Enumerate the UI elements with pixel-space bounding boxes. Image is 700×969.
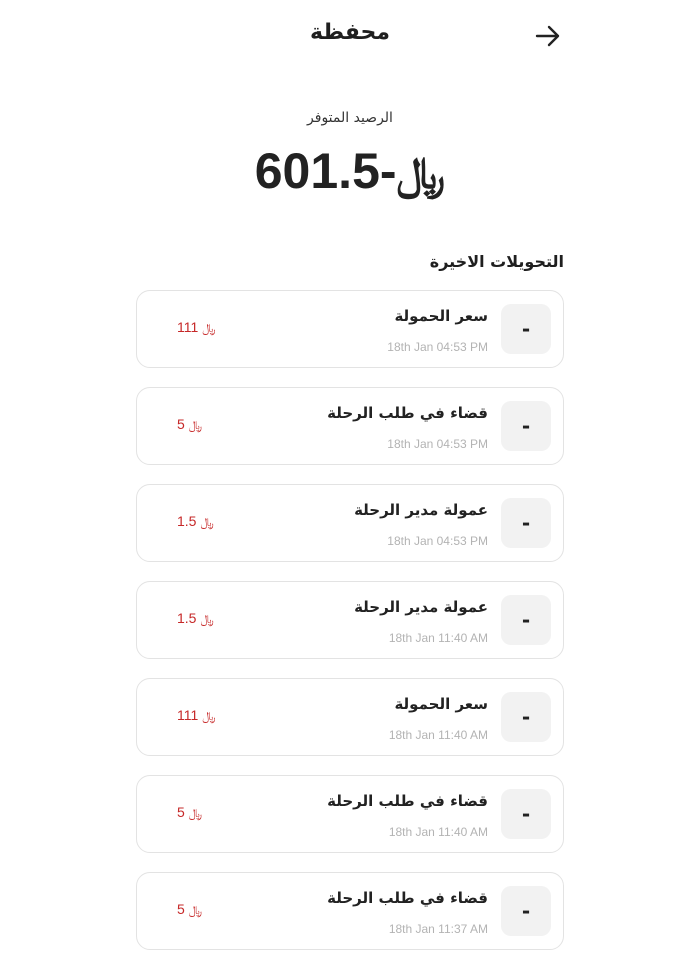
- balance-label: الرصيد المتوفر: [307, 110, 393, 126]
- transaction-item[interactable]: [136, 484, 564, 562]
- currency-symbol: ﷼: [200, 515, 214, 529]
- currency-symbol: ﷼: [202, 321, 216, 335]
- transaction-item[interactable]: [136, 678, 564, 756]
- transaction-amount: [177, 901, 202, 918]
- transaction-amount: [177, 707, 216, 724]
- transaction-title: سعر الحمولة: [394, 307, 488, 325]
- transaction-title: عمولة مدير الرحلة: [354, 598, 488, 616]
- transaction-time: 18th Jan 04:53 PM: [387, 534, 488, 548]
- transaction-amount: [177, 416, 202, 433]
- transaction-time: 18th Jan 11:40 AM: [388, 825, 488, 839]
- transaction-amount: [177, 610, 214, 627]
- transaction-title: سعر الحمولة: [394, 695, 488, 713]
- amount-value: 5: [177, 804, 185, 820]
- transaction-item[interactable]: [136, 775, 564, 853]
- amount-value: 1.5: [177, 513, 197, 529]
- page-title: محفظة: [309, 20, 391, 45]
- transaction-title: قضاء في طلب الرحلة: [327, 404, 488, 422]
- currency-symbol: ﷼: [188, 418, 203, 432]
- amount-value: 5: [177, 901, 185, 917]
- transaction-title: عمولة مدير الرحلة: [354, 501, 488, 519]
- transaction-time: 18th Jan 04:53 PM: [387, 437, 488, 451]
- balance-value: 601.5-: [254, 143, 397, 199]
- recent-transactions-title: التحويلات الاخيرة: [429, 252, 564, 271]
- currency-symbol: ﷼: [188, 903, 203, 917]
- currency-symbol: ﷼: [200, 612, 214, 626]
- currency-symbol: ﷼: [202, 709, 216, 723]
- amount-value: 5: [177, 416, 185, 432]
- amount-value: 111: [177, 707, 199, 723]
- transaction-amount: [177, 513, 214, 530]
- transaction-title: قضاء في طلب الرحلة: [327, 792, 488, 810]
- transaction-icon: -: [501, 401, 551, 451]
- amount-value: 111: [177, 319, 199, 335]
- transaction-time: 18th Jan 11:40 AM: [388, 631, 488, 645]
- amount-value: 1.5: [177, 610, 197, 626]
- transaction-item[interactable]: [136, 387, 564, 465]
- transactions-list: [136, 290, 564, 969]
- transaction-item[interactable]: [136, 872, 564, 950]
- transaction-amount: [177, 804, 202, 821]
- app-header: [0, 0, 700, 72]
- transaction-item[interactable]: [136, 290, 564, 368]
- currency-symbol: ﷼: [188, 806, 203, 820]
- transaction-icon: -: [501, 692, 551, 742]
- transaction-time: 18th Jan 11:40 AM: [388, 728, 488, 742]
- back-button[interactable]: [530, 18, 566, 54]
- transaction-time: 18th Jan 04:53 PM: [387, 340, 488, 354]
- transaction-icon: -: [501, 595, 551, 645]
- transaction-icon: -: [501, 498, 551, 548]
- transaction-amount: [177, 319, 216, 336]
- currency-symbol: ﷼: [396, 148, 446, 199]
- transaction-icon: -: [501, 789, 551, 839]
- balance-amount: [0, 142, 700, 200]
- transaction-icon: -: [501, 304, 551, 354]
- transaction-title: قضاء في طلب الرحلة: [327, 889, 488, 907]
- transaction-item[interactable]: [136, 581, 564, 659]
- transaction-icon: -: [501, 886, 551, 936]
- arrow-right-icon: [535, 25, 561, 47]
- transaction-time: 18th Jan 11:37 AM: [388, 922, 488, 936]
